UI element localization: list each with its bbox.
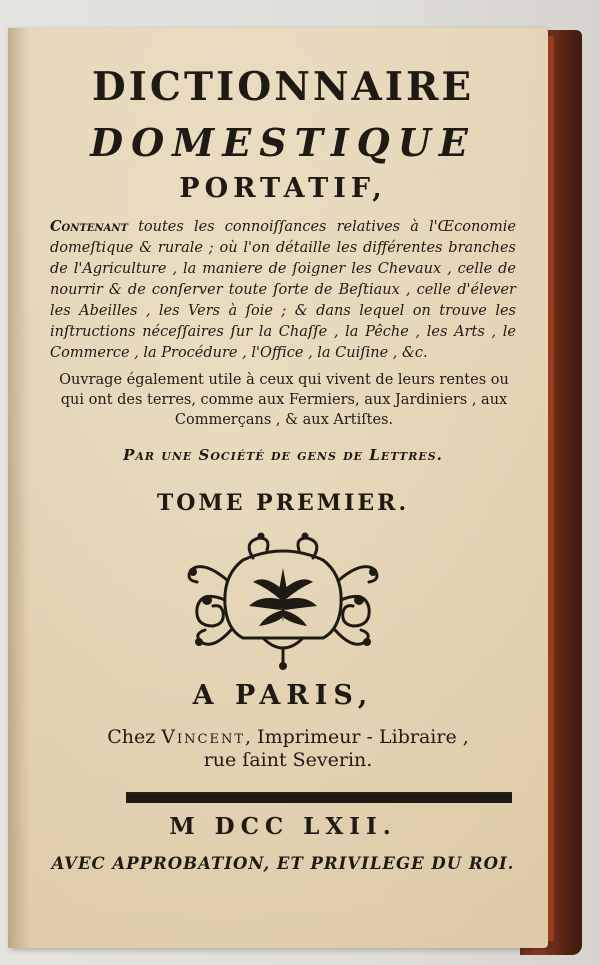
title-page-content (48, 28, 518, 948)
usage-paragraph: Ouvrage également utile à ceux qui vivent de leurs rentes ou qui ont des terres, comme aux Fermiers, aux Jardiniers , aux Commerçans , & aux Artiſtes. (59, 372, 509, 428)
title-page (8, 28, 548, 948)
printer-line (58, 726, 518, 749)
publication-year: M DCC LXII. (169, 813, 397, 840)
title-line-3: PORTATIF, (179, 173, 387, 204)
volume-line: TOME PREMIER. (156, 490, 410, 516)
author-line: Par une Société de gens de Lettres. (123, 446, 443, 464)
description-paragraph (50, 216, 516, 364)
floral-vignette-icon (183, 530, 383, 670)
printer-suffix: , Imprimeur - Libraire , (245, 726, 469, 748)
printer-block (58, 726, 518, 772)
printer-prefix: Chez (107, 726, 156, 748)
place-of-publication: A PARIS, (192, 680, 374, 711)
description-lead: Contenant (50, 218, 128, 235)
description-text: toutes les connoiſſances relatives à l'Œconomie domeſtique & rurale ; où l'on détaille les différentes branches de l'Agriculture , la maniere de ſoigner les Chevaux , celle de nourrir & de conſerver toute ſorte de Beſtiaux , celle d'élever les Abeilles , les Vers à ſoie ; & dans lequel on trouve les inſtructions néceſſaires ſur la Chaſſe , la Pêche , les Arts , le Commerce , la Procédure , l'Office , la Cuiſine , &c. (50, 219, 517, 361)
printer-name: Vincent (161, 726, 246, 748)
horizontal-rule (126, 792, 512, 802)
royal-privilege: AVEC APPROBATION, ET PRIVILEGE DU ROI. (51, 854, 515, 873)
title-line-1: DICTIONNAIRE (91, 64, 475, 110)
page-gutter-shadow (8, 28, 30, 948)
horizontal-rule-thin (126, 802, 512, 803)
title-line-2: DOMESTIQUE (90, 120, 476, 165)
printer-address: rue ſaint Severin. (203, 749, 373, 771)
